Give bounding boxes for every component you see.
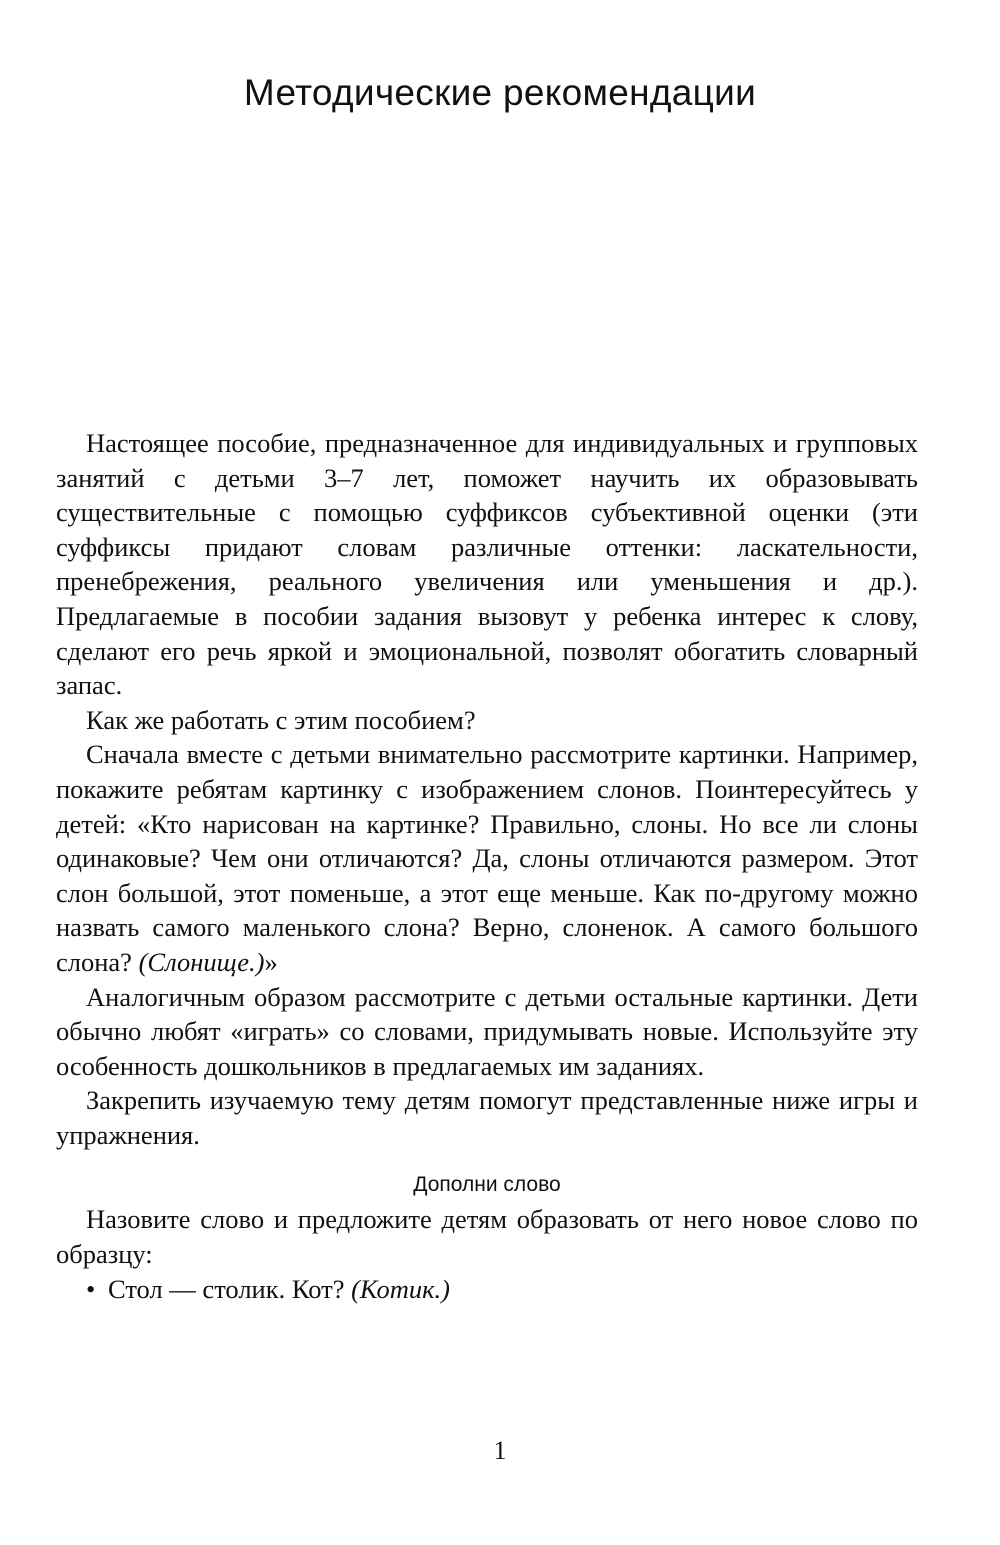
section-intro: Назовите слово и предложите детям образовать от него новое слово по образцу: [56,1204,918,1270]
paragraph-question: Как же работать с этим пособием? [86,704,476,735]
example-answer: (Котик.) [351,1273,450,1304]
section-heading: Дополни слово [413,1173,561,1197]
paragraph-reinforce: Закрепить изучаемую тему детям помогут представленные ниже игры и упражнения. [56,1085,918,1150]
paragraph-elephants [56,737,918,979]
body-text [56,426,918,1306]
paragraph-elephants-answer: (Слонище.) [138,946,265,977]
paragraph-intro: Настоящее пособие, предназначенное для индивидуальных и групповых занятий с детьми 3–7 лет, поможет научить их образовывать существительные с помощью суффиксов субъективной оценки (эти суффиксы придают словам различные оттенки: ласкательности, пренебрежения, реального увеличения или уменьшения и др.). Предлагаемые в пособии задания вызовут у ребенка интерес к слову, сделают его речь яркой и эмоциональной, позволят обогатить словарный запас. [56,428,918,701]
page-number: 1 [493,1436,507,1465]
bullet-icon: • [86,1273,96,1304]
page-title: Методические рекомендации [243,72,757,113]
paragraph-analogous: Аналогичным образом рассмотрите с детьми остальные картинки. Дети обычно любят «играть» со словами, придумывать новые. Используйте эту особенность дошкольников в предлагаемых им заданиях. [56,981,918,1081]
example-item [56,1272,918,1307]
paragraph-elephants-text: Сначала вместе с детьми внимательно рассмотрите картинки. Например, покажите ребятам картинку с изображением слонов. Поинтересуйтесь у детей: «Кто нарисован на картинке? Правильно, слоны. Но все ли слоны одинаковые? Чем они отличаются? Да, слоны отличаются размером. Этот слон большой, этот поменьше, а этот еще меньше. Как по-другому можно назвать самого маленького слона? Верно, слоненок. А самого большого слона? [56,739,918,977]
example-text: Стол — столик. Кот? [108,1273,345,1304]
paragraph-elephants-quote-close: » [264,946,278,977]
